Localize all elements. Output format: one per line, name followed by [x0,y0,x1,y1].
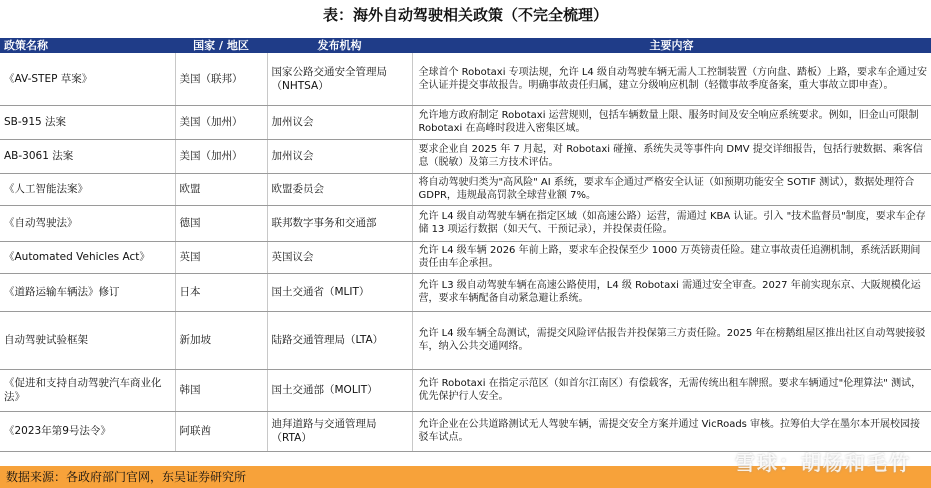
table-row [0,105,931,139]
policy-name: 《AV-STEP 草案》 [0,53,175,105]
policy-name: AB-3061 法案 [0,139,175,173]
main-content: 将自动驾驶归类为"高风险" AI 系统，要求车企通过严格安全认证（如预期功能安全 SOTIF 测试），数据处理符合 GDPR，违规最高罚款全球营业额 7%。 [412,173,931,205]
header-country: 国家 / 地区 [175,38,267,53]
country: 日本 [175,273,267,311]
issuer: 联邦数字事务和交通部 [267,205,412,241]
policy-name: 《道路运输车辆法》修订 [0,273,175,311]
issuer: 国家公路交通安全管理局（NHTSA） [267,53,412,105]
issuer: 加州议会 [267,105,412,139]
table-row [0,173,931,205]
header-content: 主要内容 [412,38,931,53]
table-row [0,411,931,451]
table-row [0,53,931,105]
header-policy: 政策名称 [0,38,175,53]
header-issuer: 发布机构 [267,38,412,53]
issuer: 国土交通省（MLIT） [267,273,412,311]
data-source-footer: 数据来源：各政府部门官网，东吴证券研究所 [0,466,931,488]
policy-name: 《促进和支持自动驾驶汽车商业化法》 [0,369,175,411]
country: 美国（加州） [175,139,267,173]
main-content: 允许 L3 级自动驾驶车辆在高速公路使用，L4 级 Robotaxi 需通过安全审查。2027 年前实现东京、大阪规模化运营，要求车辆配备自动紧急避让系统。 [412,273,931,311]
main-content: 允许 L4 级车辆 2026 年前上路，要求车企投保至少 1000 万英镑责任险。建立事故责任追溯机制，系统活跃期间责任由车企承担。 [412,241,931,273]
policy-name: 《自动驾驶法》 [0,205,175,241]
main-content: 允许地方政府制定 Robotaxi 运营规则，包括车辆数量上限、服务时间及安全响应系统要求。例如，旧金山可限制 Robotaxi 在高峰时段进入密集区域。 [412,105,931,139]
country: 德国 [175,205,267,241]
table-header-row [0,38,931,53]
table-row [0,241,931,273]
table-row [0,311,931,369]
issuer: 陆路交通管理局（LTA） [267,311,412,369]
policy-name: 自动驾驶试验框架 [0,311,175,369]
main-content: 要求企业自 2025 年 7 月起，对 Robotaxi 碰撞、系统失灵等事件向 DMV 提交详细报告，包括行驶数据、乘客信息（脱敏）及第三方技术评估。 [412,139,931,173]
issuer: 加州议会 [267,139,412,173]
issuer: 英国议会 [267,241,412,273]
issuer: 国土交通部（MOLIT） [267,369,412,411]
country: 美国（加州） [175,105,267,139]
main-content: 允许 L4 级自动驾驶车辆在指定区域（如高速公路）运营，需通过 KBA 认证。引入 "技术监督员"制度，要求车企存储 13 项运行数据（如天气、干预记录），并投保责任险。 [412,205,931,241]
country: 欧盟 [175,173,267,205]
country: 英国 [175,241,267,273]
policy-name: 《2023年第9号法令》 [0,411,175,451]
main-content: 允许企业在公共道路测试无人驾驶车辆，需提交安全方案并通过 VicRoads 审核。拉筹伯大学在墨尔本开展校园接驳车试点。 [412,411,931,451]
country: 美国（联邦） [175,53,267,105]
policy-name: 《人工智能法案》 [0,173,175,205]
table-row [0,369,931,411]
policy-name: SB-915 法案 [0,105,175,139]
policy-name: 《Automated Vehicles Act》 [0,241,175,273]
watermark: 雪球：胡杨和毛竹 [735,451,911,475]
policy-table [0,38,931,452]
issuer: 迪拜道路与交通管理局（RTA） [267,411,412,451]
main-content: 全球首个 Robotaxi 专项法规，允许 L4 级自动驾驶车辆无需人工控制装置（方向盘、踏板）上路，要求车企通过安全认证并提交事故报告。明确事故责任归属，建立分级响应机制（轻微事故季度备案，重大事故立即申查）。 [412,53,931,105]
table-row [0,139,931,173]
table-row [0,273,931,311]
country: 新加坡 [175,311,267,369]
main-content: 允许 Robotaxi 在指定示范区（如首尔江南区）有偿载客，无需传统出租车牌照。要求车辆通过"伦理算法" 测试，优先保护行人安全。 [412,369,931,411]
table-row [0,205,931,241]
country: 韩国 [175,369,267,411]
main-content: 允许 L4 级车辆全岛测试，需提交风险评估报告并投保第三方责任险。2025 年在榜鹅组屋区推出社区自动驾驶接驳车，纳入公共交通网络。 [412,311,931,369]
page-title: 表：海外自动驾驶相关政策（不完全梳理） [322,6,608,24]
issuer: 欧盟委员会 [267,173,412,205]
country: 阿联酋 [175,411,267,451]
